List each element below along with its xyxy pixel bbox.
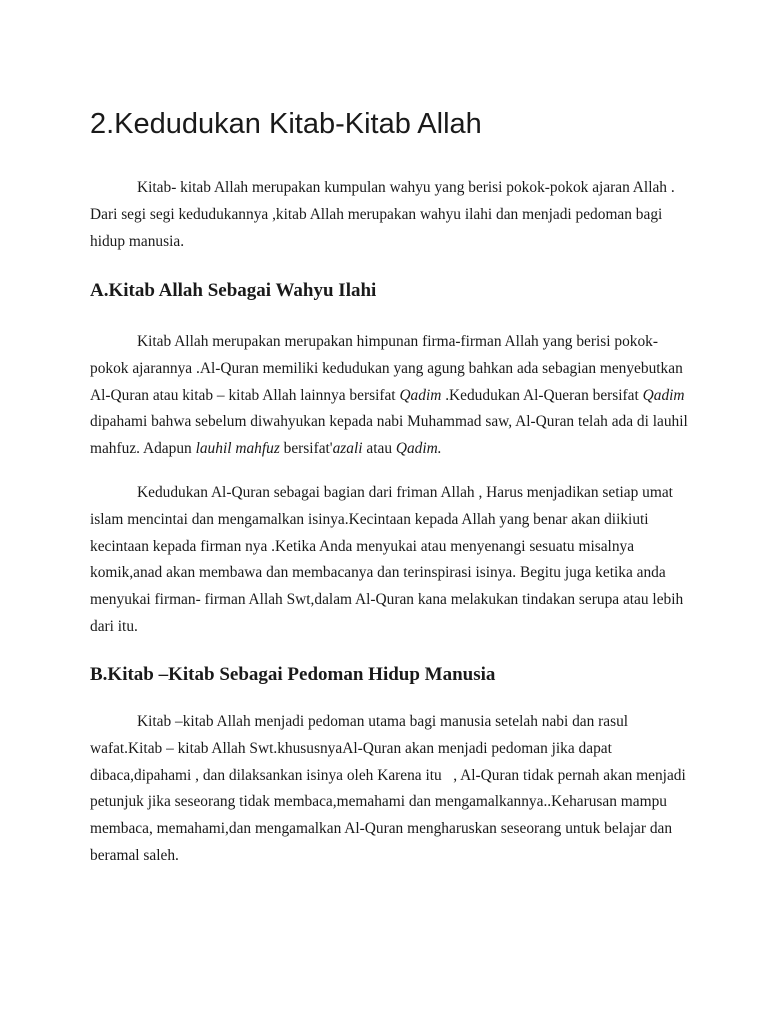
text-segment: wafat.Kitab – kitab Allah Swt.khususnyaAl-Quran akan menjadi pedoman jika dapat xyxy=(90,739,612,757)
text-segment: beramal saleh. xyxy=(90,846,179,864)
text-segment: .Kedudukan Al-Queran bersifat xyxy=(441,386,643,404)
text-segment: mahfuz. Adapun xyxy=(90,440,196,458)
text-segment: hidup manusia. xyxy=(90,232,185,250)
text-segment: islam mencintai dan mengamalkan isinya.Kecintaan kepada Allah yang benar akan diikiuti xyxy=(90,510,649,528)
text-segment: atau xyxy=(362,440,396,458)
text-segment: dipahami bahwa sebelum diwahyukan kepada nabi Muhammad saw, Al-Quran telah ada di lauhil xyxy=(90,413,688,431)
text-line xyxy=(90,436,710,463)
document-title: 2.Kedudukan Kitab-Kitab Allah xyxy=(90,108,482,140)
text-line xyxy=(90,383,710,410)
italic-text: Qadim xyxy=(399,386,442,404)
text-segment: Kedudukan Al-Quran sebagai bagian dari friman Allah , Harus menjadikan setiap umat xyxy=(137,484,673,501)
text-line xyxy=(90,587,710,614)
text-segment: kecintaan kepada firman nya .Ketika Anda menyukai atau menyenangi sesuatu misalnya xyxy=(90,537,635,555)
section-a-heading: A.Kitab Allah Sebagai Wahyu Ilahi xyxy=(90,280,377,301)
italic-text: lauhil mahfuz xyxy=(195,440,280,458)
text-segment: dibaca,dipahami , dan dilaksankan isinya oleh Karena itu , Al-Quran tidak pernah akan menjadi xyxy=(90,766,686,784)
section-a-paragraph-1 xyxy=(90,329,710,463)
section-b-heading: B.Kitab –Kitab Sebagai Pedoman Hidup Manusia xyxy=(90,664,496,685)
text-line xyxy=(90,229,710,256)
text-line xyxy=(90,356,710,383)
text-segment: Al-Quran atau kitab – kitab Allah lainnya bersifat xyxy=(90,386,400,404)
text-segment: bersifat' xyxy=(279,440,333,458)
italic-text: Qadim xyxy=(642,386,685,404)
text-segment: dari itu. xyxy=(90,617,138,635)
italic-text: azali xyxy=(332,440,363,458)
italic-text: Qadim. xyxy=(395,440,442,458)
section-a-paragraph-2 xyxy=(90,480,710,641)
text-line xyxy=(90,614,710,641)
text-line xyxy=(90,709,710,736)
text-segment: komik,anad akan membawa dan membacanya dan terinspirasi isinya. Begitu juga ketika anda xyxy=(90,564,666,582)
text-line xyxy=(90,789,710,816)
text-segment: Kitab- kitab Allah merupakan kumpulan wahyu yang berisi pokok-pokok ajaran Allah . xyxy=(137,179,675,196)
text-line xyxy=(90,480,710,507)
text-segment: membaca, memahami,dan mengamalkan Al-Quran mengharuskan seseorang untuk belajar dan xyxy=(90,820,673,838)
intro-paragraph xyxy=(90,175,710,255)
text-line xyxy=(90,534,710,561)
text-segment: menyukai firman- firman Allah Swt,dalam Al-Quran kana melakukan tindakan serupa atau lebih xyxy=(90,591,684,609)
text-segment: Dari segi segi kedudukannya ,kitab Allah merupakan wahyu ilahi dan menjadi pedoman bagi xyxy=(90,205,663,223)
text-line xyxy=(90,409,710,436)
text-line xyxy=(90,763,710,790)
text-line xyxy=(90,736,710,763)
text-segment: Kitab –kitab Allah menjadi pedoman utama bagi manusia setelah nabi dan rasul xyxy=(137,713,629,730)
text-segment: petunjuk jika seseorang tidak membaca,memahami dan mengamalkannya..Keharusan mampu xyxy=(90,793,667,811)
text-segment: Kitab Allah merupakan merupakan himpunan firma-firman Allah yang berisi pokok- xyxy=(137,333,658,350)
section-b-paragraph-1 xyxy=(90,709,710,870)
text-line xyxy=(90,507,710,534)
text-line xyxy=(90,175,710,202)
text-segment: pokok ajarannya .Al-Quran memiliki kedudukan yang agung bahkan ada sebagian menyebutkan xyxy=(90,359,683,377)
text-line xyxy=(90,816,710,843)
text-line xyxy=(90,202,710,229)
text-line xyxy=(90,843,710,870)
text-line xyxy=(90,560,710,587)
text-line xyxy=(90,329,710,356)
